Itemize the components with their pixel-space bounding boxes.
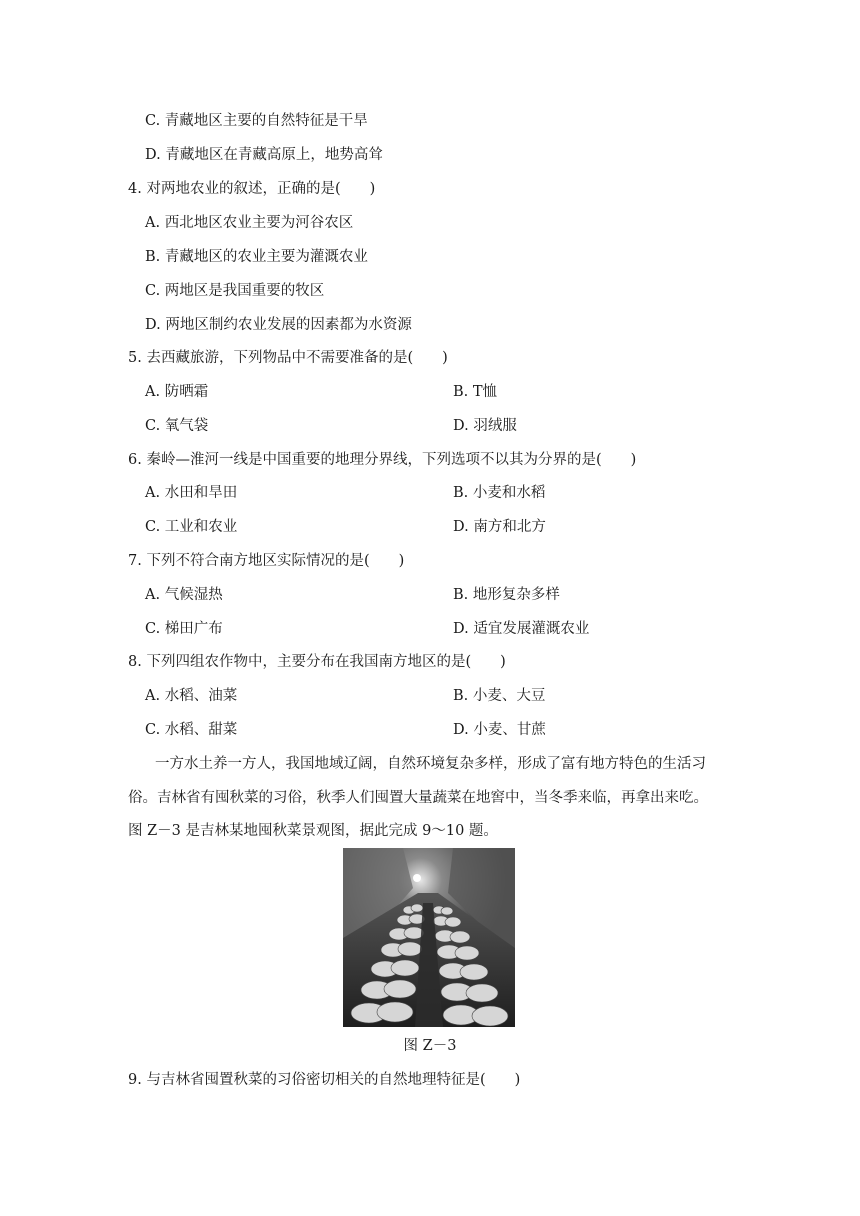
- figure-caption: 图 Z－3: [403, 1038, 457, 1054]
- question-6-option-a: A. 水田和旱田: [145, 485, 238, 501]
- question-4-option-d: D. 两地区制约农业发展的因素都为水资源: [145, 317, 412, 333]
- passage-line-2: 俗。吉林省有囤秋菜的习俗，秋季人们囤置大量蔬菜在地窖中，当冬季来临，再拿出来吃。: [128, 790, 708, 806]
- question-7-stem: 7. 下列不符合南方地区实际情况的是( ): [128, 553, 405, 569]
- question-8-option-a: A. 水稻、油菜: [145, 688, 238, 704]
- question-8-option-d: D. 小麦、甘蔗: [453, 722, 546, 738]
- question-7-option-b: B. 地形复杂多样: [453, 587, 560, 603]
- question-4-option-a: A. 西北地区农业主要为河谷农区: [145, 215, 354, 231]
- question-4-option-c: C. 两地区是我国重要的牧区: [145, 283, 325, 299]
- question-6-stem: 6. 秦岭—淮河一线是中国重要的地理分界线，下列选项不以其为分界的是( ): [128, 452, 637, 468]
- question-6-option-b: B. 小麦和水稻: [453, 485, 546, 501]
- question-7-option-c: C. 梯田广布: [145, 621, 223, 637]
- question-3-option-c: C. 青藏地区主要的自然特征是干旱: [145, 113, 368, 129]
- question-6-option-d: D. 南方和北方: [453, 519, 546, 535]
- question-9-stem: 9. 与吉林省囤置秋菜的习俗密切相关的自然地理特征是( ): [128, 1072, 521, 1088]
- question-4-stem: 4. 对两地农业的叙述，正确的是( ): [128, 181, 376, 197]
- question-5-option-d: D. 羽绒服: [453, 418, 517, 434]
- question-7-option-a: A. 气候湿热: [145, 587, 223, 603]
- question-8-option-c: C. 水稻、甜菜: [145, 722, 238, 738]
- question-6-option-c: C. 工业和农业: [145, 519, 238, 535]
- question-8-stem: 8. 下列四组农作物中，主要分布在我国南方地区的是( ): [128, 654, 506, 670]
- cellar-photo: [343, 848, 515, 1027]
- question-4-option-b: B. 青藏地区的农业主要为灌溉农业: [145, 249, 368, 265]
- question-5-option-c: C. 氧气袋: [145, 418, 209, 434]
- passage-line-1: 一方水土养一方人，我国地域辽阔，自然环境复杂多样，形成了富有地方特色的生活习: [155, 756, 706, 772]
- question-5-stem: 5. 去西藏旅游，下列物品中不需要准备的是( ): [128, 350, 448, 366]
- passage-line-3: 图 Z－3 是吉林某地囤秋菜景观图，据此完成 9～10 题。: [128, 823, 498, 839]
- question-7-option-d: D. 适宜发展灌溉农业: [453, 621, 590, 637]
- question-5-option-a: A. 防晒霜: [145, 384, 209, 400]
- question-8-option-b: B. 小麦、大豆: [453, 688, 546, 704]
- question-5-option-b: B. T恤: [453, 384, 498, 400]
- question-3-option-d: D. 青藏地区在青藏高原上，地势高耸: [145, 147, 383, 163]
